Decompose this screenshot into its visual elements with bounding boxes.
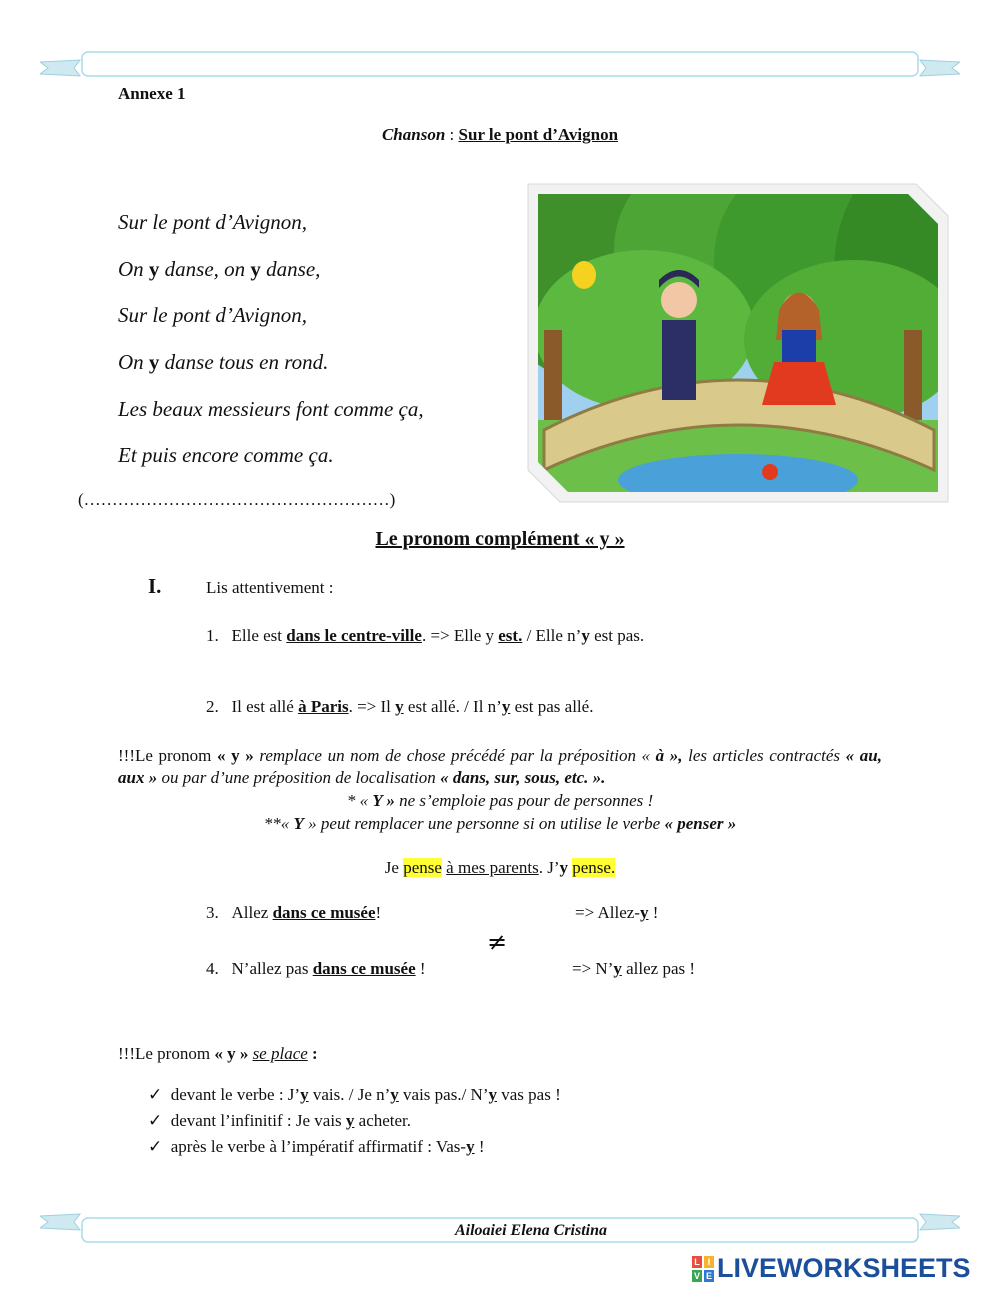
instruction: Lis attentivement : [206, 578, 334, 597]
rule-paragraph: !!!Le pronom « y » remplace un nom de chose précédé par la préposition « à », les articles contractés « au, aux » ou par d’une préposition de localisation « dans, sur, sous, etc. ». [118, 746, 882, 787]
check-icon: ✓ [148, 1111, 163, 1130]
song-ellipsis: (………………………………………………) [78, 490, 396, 509]
annexe-label: Annexe 1 [118, 84, 186, 103]
liveworksheets-brand[interactable]: LIVEWORKSHEETS [717, 1253, 971, 1283]
bullet-devant-verbe: ✓ devant le verbe : J’y vais. / Je n’y vais pas./ N’y vas pas ! [148, 1085, 561, 1104]
example-4: 4. N’allez pas dans ce musée ! [206, 959, 426, 978]
placement-rule: !!!Le pronom « y » se place : [118, 1044, 318, 1063]
song-title-line: Chanson : Sur le pont d’Avignon [381, 125, 619, 144]
song-line-5: Les beaux messieurs font comme ça, [118, 397, 424, 421]
liveworksheets-logo-icon: L I V E [693, 1257, 712, 1281]
song-title: Sur le pont d’Avignon [458, 125, 619, 144]
check-icon: ✓ [148, 1137, 163, 1156]
chanson-label: Chanson [381, 125, 446, 144]
check-icon: ✓ [148, 1085, 163, 1104]
lesson-title: Le pronom complément « y » [375, 528, 625, 550]
example-1: 1. Elle est dans le centre-ville. => Elle y est. / Elle n’y est pas. [206, 626, 645, 645]
song-line-3: Sur le pont d’Avignon, [118, 303, 307, 327]
bridge-illustration [524, 180, 952, 506]
example-2: 2. Il est allé à Paris. => Il y est allé. / Il n’y est pas allé. [206, 697, 594, 716]
example-4-result: => N’y allez pas ! [572, 959, 696, 978]
song-line-4: On y danse tous en rond. [118, 350, 329, 374]
example-pense: Je pense à mes parents. J’y pense. [384, 858, 616, 877]
song-line-6: Et puis encore comme ça. [118, 443, 334, 467]
section-number: I. [148, 574, 162, 598]
not-equal-sign: ≠ [487, 928, 508, 956]
example-3: 3. Allez dans ce musée! [206, 903, 382, 922]
bullet-apres-verbe: ✓ après le verbe à l’impératif affirmatif : Vas-y ! [148, 1137, 485, 1156]
rule-no-persons: * « Y » ne s’emploie pas pour de personnes ! [346, 791, 654, 810]
author-footer: Ailoaiei Elena Cristina [454, 1222, 608, 1239]
top-banner [40, 48, 960, 88]
example-3-result: => Allez-y ! [575, 903, 659, 922]
song-line-2: On y danse, on y danse, [118, 257, 321, 281]
song-line-1: Sur le pont d’Avignon, [118, 210, 307, 234]
rule-penser: **« Y » peut remplacer une personne si on utilise le verbe « penser » [263, 814, 737, 833]
bullet-devant-infinitif: ✓ devant l’infinitif : Je vais y acheter. [148, 1111, 412, 1130]
